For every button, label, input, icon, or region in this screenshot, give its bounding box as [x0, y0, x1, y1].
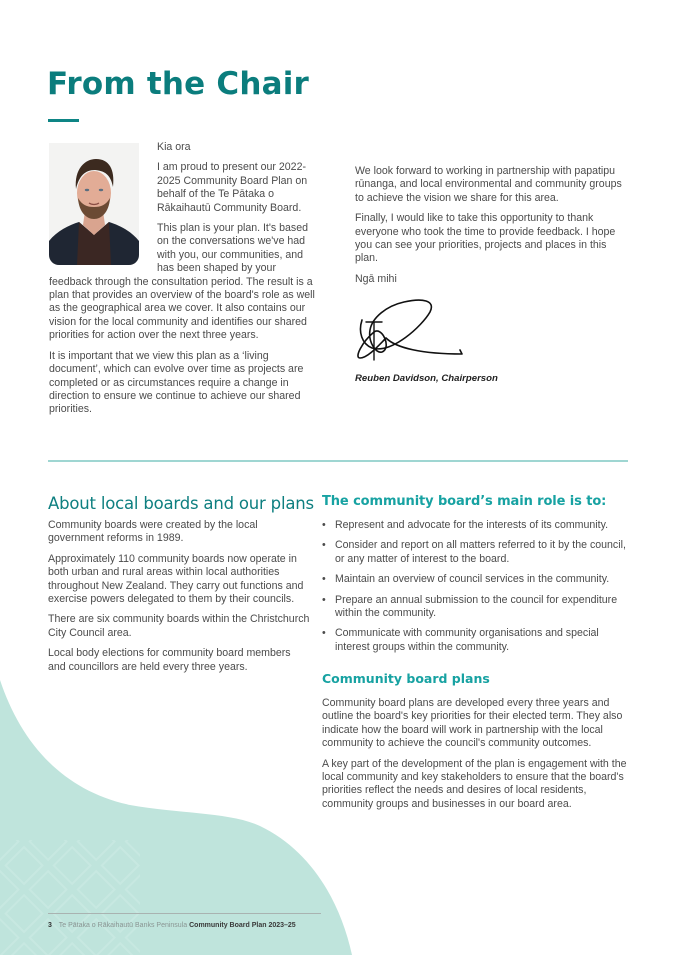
- signoff: Ngā mihi: [355, 272, 397, 285]
- about-body: [48, 519, 310, 681]
- about-paragraph: Approximately 110 community boards now operate in both urban and rural areas within local authorities throughout New Zealand. They carry out functions and exercise powers delegated to them by their councils.: [48, 552, 304, 606]
- list-item: • Prepare an annual submission to the council for expenditure within the community.: [322, 593, 618, 620]
- bullet-icon: •: [322, 573, 326, 586]
- chair-paragraph: Finally, I would like to take this opportunity to thank everyone who took the time to provide feedback. I hope you can see your priorities, projects and places in this plan.: [355, 212, 616, 265]
- plans-body: [322, 697, 628, 818]
- footer-area-name: Te Pātaka o Rākaihautū Banks Peninsula: [58, 922, 188, 929]
- section-divider: [48, 460, 628, 462]
- chair-message-left-column: [49, 141, 321, 424]
- about-paragraph: Local body elections for community board members and councillors are held every three years.: [48, 647, 291, 673]
- bullet-icon: •: [322, 593, 326, 606]
- list-item: • Communicate with community organisations and special interest groups within the community.: [322, 627, 599, 653]
- footer-rule: [48, 913, 321, 914]
- about-paragraph: There are six community boards within the Christchurch City Council area.: [48, 613, 310, 639]
- page-title: From the Chair: [47, 66, 310, 102]
- page-number: 3: [48, 922, 52, 929]
- main-role-list: [322, 519, 632, 661]
- list-item: • Maintain an overview of council services in the community.: [322, 573, 610, 586]
- bullet-icon: •: [322, 539, 326, 552]
- plans-paragraph: A key part of the development of the plan is engagement with the local community and key stakeholders to ensure that the board's priorities reflect the needs and desires of local residents, community groups and businesses in our board area.: [322, 757, 627, 810]
- title-accent-bar: [48, 119, 79, 122]
- list-item: • Represent and advocate for the interests of its community.: [322, 519, 609, 531]
- plans-heading: Community board plans: [322, 671, 490, 686]
- chair-paragraph: This plan is your plan. It's based on the conversations we've had with you, our communities, and has been shaped by your feedback through the consultation period. The result is a plan that provides an overview of the board's role as well as the geographical area we cover. It also contains our vision for the local community and identifies our shared priorities for action over the next three years.: [49, 222, 315, 342]
- chair-paragraph: We look forward to working in partnership with papatipu rūnanga, and local environmental and community groups to achieve the vision we share for this area.: [355, 165, 622, 204]
- footer-doc-title: Community Board Plan 2023–25: [189, 922, 296, 929]
- chair-message-right-column: [355, 165, 625, 293]
- greeting: Kia ora: [157, 141, 191, 153]
- about-paragraph: Community boards were created by the local government reforms in 1989.: [48, 519, 258, 545]
- bullet-icon: •: [322, 627, 326, 640]
- signature-name: Reuben Davidson, Chairperson: [355, 373, 498, 384]
- main-role-heading: The community board’s main role is to:: [322, 494, 607, 509]
- chair-paragraph: It is important that we view this plan as a ‘living document’, which can evolve over time as projects are completed or as circumstances require a change in direction to ensure we continue to achieve our shared priorities.: [49, 349, 304, 416]
- list-item: • Consider and report on all matters referred to it by the council, or any matter of interest to the board.: [322, 539, 626, 565]
- page-footer: [48, 922, 296, 929]
- photo-spacer: [49, 141, 157, 269]
- plans-paragraph: Community board plans are developed every three years and outline the board's key priorities for their elected term. They also indicate how the board will work in partnership with the local community to achieve the council's community outcomes.: [322, 697, 623, 750]
- about-heading: About local boards and our plans: [48, 494, 314, 513]
- signature-icon: [352, 296, 464, 364]
- bullet-icon: •: [322, 519, 326, 531]
- chair-paragraph: I am proud to present our 2022-2025 Community Board Plan on behalf of the Te Pātaka o Rākaihautū Community Board.: [157, 161, 308, 214]
